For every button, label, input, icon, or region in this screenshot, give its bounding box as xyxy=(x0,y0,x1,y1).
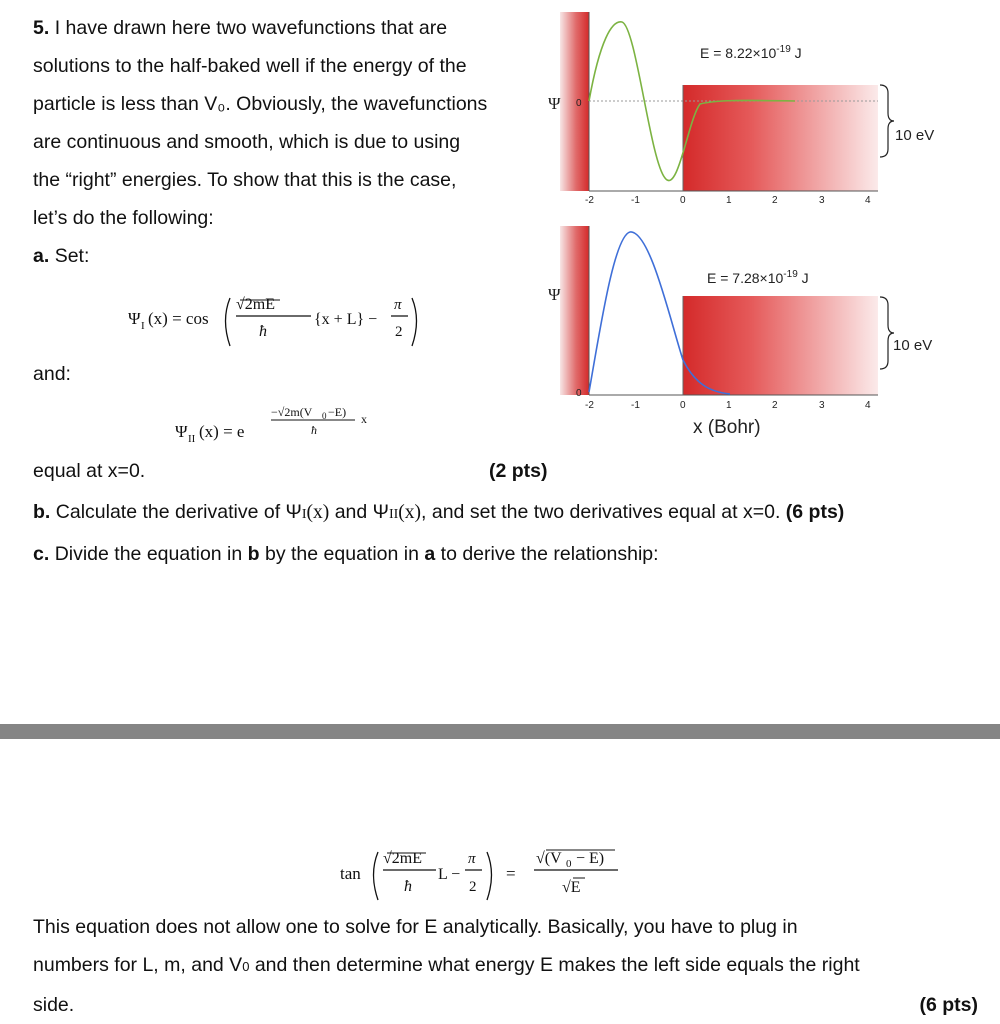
equal-at-zero-text: equal at x=0. xyxy=(33,460,146,482)
svg-text:0: 0 xyxy=(566,858,572,870)
intro-line-3: particle is less than V₀. Obviously, the wavefunctions xyxy=(33,93,488,115)
svg-text:{x + L} −: {x + L} − xyxy=(314,311,378,328)
svg-text:√(V: √(V xyxy=(536,850,562,867)
bottom-tick-label: 1 xyxy=(726,400,732,411)
svg-text:ħ: ħ xyxy=(311,423,317,437)
svg-text:tan: tan xyxy=(340,864,361,883)
bottom-psi-label: Ψ xyxy=(548,285,561,304)
conclusion-line-3: side. (6 pts) xyxy=(33,986,963,1024)
intro-line-2: solutions to the half-baked well if the energy of the xyxy=(33,55,467,77)
svg-text:Ψ: Ψ xyxy=(175,422,188,441)
page-divider xyxy=(0,724,1000,739)
svg-text:π: π xyxy=(468,851,476,867)
top-energy-label: $E = 8.22\times 10^{-19}$ J xyxy=(700,44,802,61)
svg-text:L −: L − xyxy=(438,866,461,883)
top-barrier-label: 10 eV xyxy=(895,127,935,144)
bottom-zero-tick: 0 xyxy=(576,388,582,399)
bottom-energy-label: $E = 7.28\times 10^{-19}$ J xyxy=(707,269,809,286)
bottom-left-wall xyxy=(560,226,589,395)
and-label: and: xyxy=(33,363,71,385)
svg-text:ħ: ħ xyxy=(259,323,267,340)
bottom-brace xyxy=(880,297,894,369)
svg-text:ħ: ħ xyxy=(404,878,412,895)
bottom-tick-label: 4 xyxy=(865,400,871,411)
x-axis-label: x (Bohr) xyxy=(693,417,761,438)
top-tick-label: 0 xyxy=(680,195,686,206)
svg-text:Ψ: Ψ xyxy=(128,309,141,328)
svg-text:√E: √E xyxy=(562,879,581,896)
intro-line-5: the “right” energies. To show that this is the case, xyxy=(33,169,457,191)
bottom-barrier xyxy=(683,296,878,395)
svg-text:=: = xyxy=(506,864,516,883)
svg-text:II: II xyxy=(188,433,196,445)
svg-text:−E): −E) xyxy=(328,405,347,419)
psi-one-equation xyxy=(128,284,448,356)
top-left-wall xyxy=(560,12,589,191)
top-zero-tick: 0 xyxy=(576,98,582,109)
intro-line-1: 5. I have drawn here two wavefunctions that are xyxy=(33,17,448,39)
svg-text:(x) = e: (x) = e xyxy=(199,422,245,441)
svg-text:2: 2 xyxy=(469,879,477,895)
bottom-tick-label: 0 xyxy=(680,400,686,411)
bottom-x-ticks xyxy=(585,400,871,411)
svg-text:√2mE: √2mE xyxy=(236,296,275,313)
part-c: c. Divide the equation in b by the equation in a to derive the relationship: xyxy=(33,543,659,565)
top-plot xyxy=(548,12,934,206)
part-a-heading: a. Set: xyxy=(33,245,90,267)
svg-text:I: I xyxy=(141,320,145,332)
intro-line-4: are continuous and smooth, which is due to using xyxy=(33,131,461,153)
top-brace xyxy=(880,85,894,157)
part-a-points: (2 pts) xyxy=(489,460,548,482)
bottom-tick-label: 3 xyxy=(819,400,825,411)
bottom-barrier-label: 10 eV xyxy=(893,337,933,354)
top-psi-label: Ψ xyxy=(548,94,561,113)
problem-intro xyxy=(33,9,538,275)
top-tick-label: 1 xyxy=(726,195,732,206)
top-x-ticks xyxy=(585,195,871,206)
conclusion-points: (6 pts) xyxy=(919,994,978,1016)
bottom-tick-label: -1 xyxy=(631,400,640,411)
svg-text:0: 0 xyxy=(322,411,327,421)
top-tick-label: -1 xyxy=(631,195,640,206)
top-tick-label: 4 xyxy=(865,195,871,206)
svg-text:(x) = cos: (x) = cos xyxy=(148,309,209,328)
part-b: b. Calculate the derivative of ΨI(x) and ΨII(x), and set the two derivatives equal at x=0. (6 pts) xyxy=(33,501,845,523)
bottom-plot xyxy=(548,226,932,438)
top-tick-label: 3 xyxy=(819,195,825,206)
relationship-equation xyxy=(340,838,660,908)
problem-number: 5. xyxy=(33,17,50,39)
svg-text:− E): − E) xyxy=(576,850,605,867)
intro-line-6: let’s do the following: xyxy=(33,207,214,229)
bottom-tick-label: 2 xyxy=(772,400,778,411)
svg-text:√2mE: √2mE xyxy=(383,850,422,867)
top-tick-label: -2 xyxy=(585,195,594,206)
conclusion-line-1: This equation does not allow one to solve for E analytically. Basically, you have to plug in xyxy=(33,916,798,938)
conclusion xyxy=(33,908,978,1024)
top-tick-label: 2 xyxy=(772,195,778,206)
svg-text:−√2m(V: −√2m(V xyxy=(271,405,313,419)
psi-two-equation xyxy=(175,392,405,452)
wavefunction-plots xyxy=(540,0,1000,450)
svg-text:x: x xyxy=(361,412,367,426)
bottom-tick-label: -2 xyxy=(585,400,594,411)
svg-text:π: π xyxy=(394,297,402,313)
svg-text:2: 2 xyxy=(395,324,403,340)
conclusion-line-2: numbers for L, m, and V0 and then determine what energy E makes the left side equals the right xyxy=(33,954,860,976)
